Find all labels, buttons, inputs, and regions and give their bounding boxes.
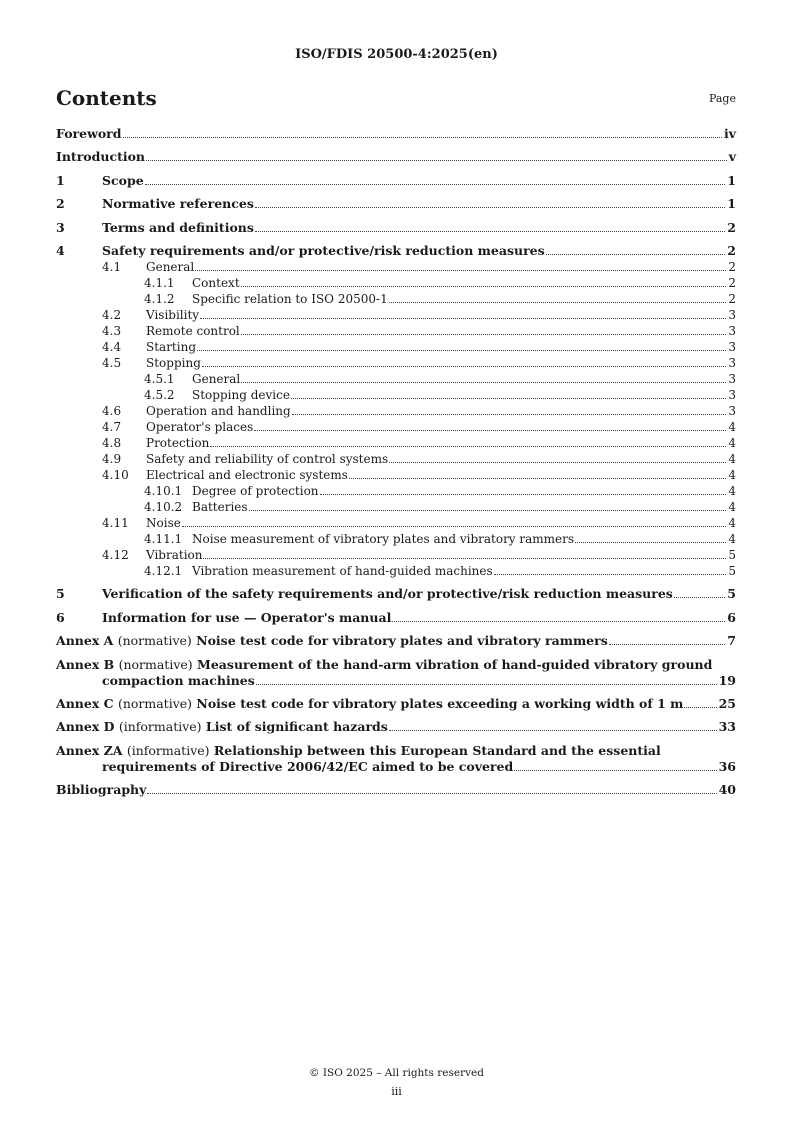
toc-number: 4.12.1	[144, 563, 183, 578]
toc-title: Context	[192, 275, 240, 290]
annex-label: Annex D	[56, 719, 115, 735]
toc-title: Electrical and electronic systems	[146, 467, 348, 482]
toc-page: 4	[728, 531, 736, 546]
toc-entry-4-7[interactable]	[56, 419, 736, 435]
toc-title: Degree of protection	[192, 483, 319, 498]
toc-number: 6	[56, 609, 65, 625]
toc-page: v	[728, 149, 736, 165]
toc-entry-4-5-1[interactable]	[56, 371, 736, 387]
dot-leader	[546, 254, 726, 255]
toc-title: Specific relation to ISO 20500-1	[192, 291, 388, 306]
annex-title: Noise test code for vibratory plates exceeding a working width of 1 m	[196, 695, 684, 711]
dot-leader	[123, 137, 722, 138]
toc-entry-6[interactable]	[56, 610, 736, 626]
toc-entry-bibliography[interactable]	[56, 782, 736, 798]
dot-leader	[609, 644, 726, 645]
toc-number: 3	[56, 219, 65, 235]
toc-page: 4	[728, 435, 736, 450]
dot-leader	[494, 574, 727, 575]
dot-leader	[291, 398, 726, 399]
toc-title: Normative references	[102, 196, 254, 212]
toc-page: 2	[727, 219, 736, 235]
annex-kind: (informative)	[126, 742, 210, 758]
toc-title-line1	[56, 743, 736, 759]
dot-leader	[674, 597, 725, 598]
toc-page: 4	[728, 483, 736, 498]
toc-page: 6	[727, 609, 736, 625]
toc-number: 4.11	[102, 515, 129, 530]
dot-leader	[575, 542, 726, 543]
annex-kind: (normative)	[117, 633, 192, 649]
toc-number: 2	[56, 196, 65, 212]
annex-label: Annex A	[56, 633, 114, 649]
toc-page: 5	[728, 563, 736, 578]
dot-leader	[210, 446, 726, 447]
toc-entry-1[interactable]	[56, 173, 736, 189]
dot-leader	[145, 184, 726, 185]
toc-title: Operation and handling	[146, 403, 291, 418]
toc-page: 4	[728, 419, 736, 434]
toc-entry-4-10-1[interactable]	[56, 483, 736, 499]
annex-kind: (normative)	[117, 695, 193, 711]
toc-entry-4[interactable]	[56, 243, 736, 259]
toc-number: 4.4	[102, 339, 122, 354]
toc-entry-4-12-1[interactable]	[56, 563, 736, 579]
toc-entry-4-1-1[interactable]	[56, 275, 736, 291]
toc-entry-4-10[interactable]	[56, 467, 736, 483]
toc-entry-4-8[interactable]	[56, 435, 736, 451]
document-id-header: ISO/FDIS 20500-4:2025(en)	[295, 47, 498, 62]
toc-page: 33	[718, 719, 736, 735]
toc-page: 1	[727, 196, 736, 212]
toc-title: General	[192, 371, 241, 386]
toc-number: 4.2	[102, 307, 122, 322]
toc-page: 4	[728, 499, 736, 514]
toc-page: 7	[727, 633, 736, 649]
dot-leader	[392, 621, 725, 622]
annex-title: Noise test code for vibratory plates and vibratory rammers	[196, 633, 608, 649]
toc-entry-4-12[interactable]	[56, 547, 736, 563]
toc-page: 2	[728, 291, 736, 306]
toc-page: 2	[727, 242, 736, 258]
toc-title: Stopping device	[192, 387, 290, 402]
table-of-contents	[56, 126, 736, 798]
toc-number: 4.11.1	[144, 531, 183, 546]
toc-entry-4-5-2[interactable]	[56, 387, 736, 403]
dot-leader	[292, 414, 727, 415]
annex-kind: (normative)	[118, 656, 193, 672]
dot-leader	[389, 730, 717, 731]
toc-number: 4	[56, 242, 65, 258]
toc-page: 3	[728, 387, 736, 402]
toc-page: 19	[718, 672, 736, 688]
toc-page: iv	[723, 126, 736, 141]
toc-entry-annex-d[interactable]	[56, 719, 736, 735]
dot-leader	[255, 207, 725, 208]
toc-entry-4-2[interactable]	[56, 307, 736, 323]
toc-entry-3[interactable]	[56, 220, 736, 236]
toc-title	[56, 633, 608, 649]
toc-page: 3	[728, 403, 736, 418]
toc-title: Safety and reliability of control systems	[146, 451, 389, 466]
dot-leader	[146, 160, 727, 161]
annex-kind: (informative)	[118, 719, 202, 735]
toc-page: 2	[728, 259, 736, 274]
toc-entry-annex-b[interactable]	[56, 657, 736, 689]
dot-leader	[241, 382, 726, 383]
toc-page: 36	[718, 758, 736, 774]
annex-title-line2: compaction machines	[102, 672, 255, 688]
page-number: iii	[391, 1085, 402, 1098]
annex-title-line1: Measurement of the hand-arm vibration of hand-guided vibratory ground	[197, 656, 713, 672]
page-column-label: Page	[708, 92, 736, 105]
toc-entry-4-11[interactable]	[56, 515, 736, 531]
toc-entry-4-10-2[interactable]	[56, 499, 736, 515]
toc-title: Foreword	[56, 126, 122, 141]
toc-title: Remote control	[146, 323, 240, 338]
toc-number: 4.10.1	[144, 483, 183, 498]
dot-leader	[254, 430, 726, 431]
dot-leader	[195, 270, 726, 271]
toc-entry-4-4[interactable]	[56, 339, 736, 355]
copyright-footer: © ISO 2025 – All rights reserved	[309, 1067, 484, 1079]
toc-number: 4.1.2	[144, 291, 175, 306]
toc-page: 4	[728, 515, 736, 530]
annex-title-line1: Relationship between this European Standard and the essential	[213, 742, 661, 758]
toc-number: 4.5.1	[144, 371, 175, 386]
toc-title-line1	[56, 657, 736, 673]
annex-label: Annex B	[56, 656, 115, 672]
toc-number: 4.7	[102, 419, 122, 434]
dot-leader	[203, 558, 726, 559]
toc-title	[56, 696, 683, 712]
toc-number: 4.12	[102, 547, 129, 562]
toc-page: 3	[728, 323, 736, 338]
toc-page: 4	[728, 451, 736, 466]
annex-title-line2: requirements of Directive 2006/42/EC aimed to be covered	[102, 758, 514, 774]
toc-title: Batteries	[192, 499, 248, 514]
toc-page: 3	[728, 355, 736, 370]
dot-leader	[256, 684, 717, 685]
toc-title-line2	[56, 673, 736, 689]
toc-entry-foreword[interactable]	[56, 126, 736, 142]
toc-title: Information for use — Operator's manual	[102, 609, 392, 625]
dot-leader	[147, 793, 716, 794]
annex-label: Annex ZA	[56, 742, 123, 758]
toc-page: 3	[728, 307, 736, 322]
toc-title: Vibration	[146, 547, 203, 562]
toc-title: Safety requirements and/or protective/risk reduction measures	[102, 242, 545, 258]
toc-entry-4-1[interactable]	[56, 259, 736, 275]
toc-number: 4.1.1	[144, 275, 175, 290]
toc-page: 40	[718, 782, 736, 798]
toc-entry-4-5[interactable]	[56, 355, 736, 371]
annex-title: List of significant hazards	[205, 719, 388, 735]
contents-heading-row	[56, 86, 736, 110]
toc-entry-4-1-2[interactable]	[56, 291, 736, 307]
toc-page: 5	[727, 586, 736, 602]
toc-title: Starting	[146, 339, 197, 354]
toc-page: 2	[728, 275, 736, 290]
toc-title	[56, 719, 388, 735]
dot-leader	[182, 526, 727, 527]
toc-number: 5	[56, 586, 65, 602]
toc-entry-annex-za[interactable]	[56, 743, 736, 775]
toc-title: Protection	[146, 435, 210, 450]
toc-title: Terms and definitions	[102, 219, 254, 235]
toc-number: 4.8	[102, 435, 122, 450]
dot-leader	[389, 302, 727, 303]
dot-leader	[514, 770, 716, 771]
toc-title: Bibliography	[56, 782, 147, 798]
toc-entry-4-11-1[interactable]	[56, 531, 736, 547]
toc-title: Scope	[102, 172, 144, 188]
toc-entry-5[interactable]	[56, 586, 736, 602]
toc-title: Operator's places	[146, 419, 254, 434]
toc-title: Stopping	[146, 355, 201, 370]
dot-leader	[349, 478, 726, 479]
dot-leader	[200, 318, 726, 319]
toc-title: Verification of the safety requirements and/or protective/risk reduction measures	[102, 586, 673, 602]
toc-title: Vibration measurement of hand-guided machines	[192, 563, 493, 578]
dot-leader	[320, 494, 727, 495]
toc-page: 1	[727, 172, 736, 188]
toc-number: 4.5	[102, 355, 122, 370]
toc-title: Visibility	[146, 307, 200, 322]
toc-page: 4	[728, 467, 736, 482]
toc-page: 5	[728, 547, 736, 562]
annex-label: Annex C	[56, 695, 114, 711]
toc-title: General	[146, 259, 195, 274]
dot-leader	[255, 231, 725, 232]
dot-leader	[684, 707, 716, 708]
toc-entry-annex-a[interactable]	[56, 633, 736, 649]
toc-title: Noise	[146, 515, 181, 530]
toc-number: 4.9	[102, 451, 122, 466]
toc-title-line2	[56, 759, 736, 775]
toc-number: 4.6	[102, 403, 122, 418]
toc-title: Noise measurement of vibratory plates and vibratory rammers	[192, 531, 575, 546]
dot-leader	[389, 462, 726, 463]
dot-leader	[249, 510, 727, 511]
toc-entry-annex-c[interactable]	[56, 696, 736, 712]
toc-number: 4.10.2	[144, 499, 183, 514]
toc-number: 1	[56, 172, 65, 188]
dot-leader	[197, 350, 726, 351]
toc-number: 4.3	[102, 323, 122, 338]
toc-page: 25	[718, 695, 736, 711]
dot-leader	[241, 286, 727, 287]
dot-leader	[241, 334, 727, 335]
toc-entry-4-9[interactable]	[56, 451, 736, 467]
toc-page: 3	[728, 339, 736, 354]
toc-page: 3	[728, 371, 736, 386]
toc-entry-4-3[interactable]	[56, 323, 736, 339]
toc-entry-2[interactable]	[56, 196, 736, 212]
toc-number: 4.1	[102, 259, 122, 274]
toc-number: 4.10	[102, 467, 129, 482]
toc-number: 4.5.2	[144, 387, 175, 402]
toc-entry-introduction[interactable]	[56, 149, 736, 165]
contents-title: Contents	[56, 86, 157, 110]
toc-entry-4-6[interactable]	[56, 403, 736, 419]
toc-title: Introduction	[56, 149, 146, 165]
dot-leader	[202, 366, 726, 367]
